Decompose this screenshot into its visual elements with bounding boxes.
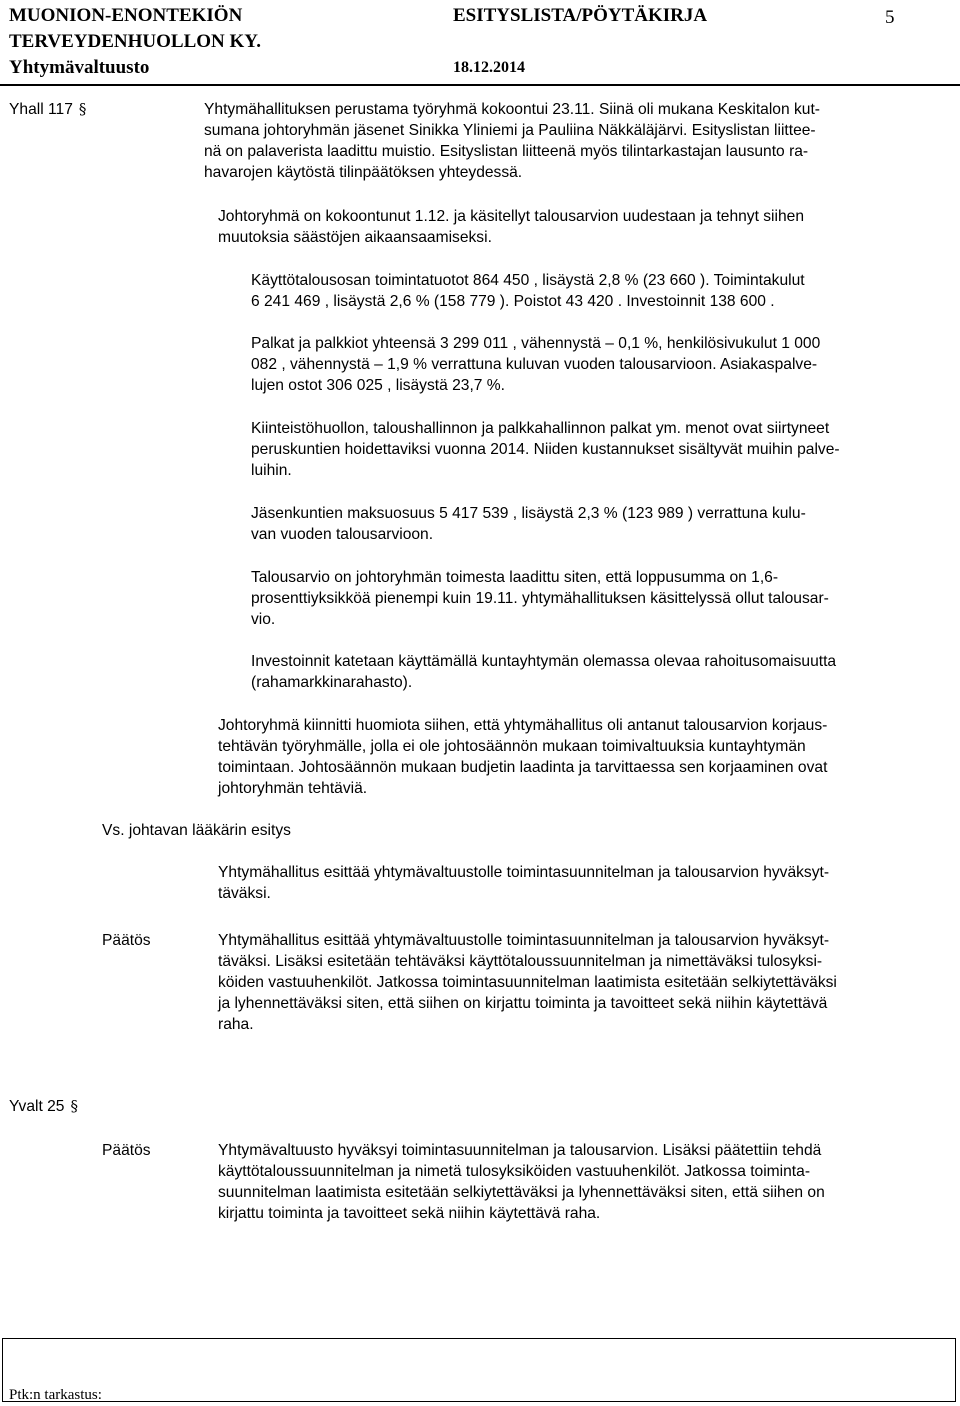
- text-line: täväksi.: [218, 885, 271, 902]
- minutes-check-box: [2, 1338, 956, 1402]
- text-line: lujen ostot 306 025 , lisäystä 23,7 %.: [251, 377, 505, 394]
- text-line: Yhtymähallitus esittää yhtymävaltuustolle toimintasuunnitelman ja talousarvion hyväksyt-: [218, 864, 830, 881]
- text-line: Yhtymähallituksen perustama työryhmä kokoontui 23.11. Siinä oli mukana Keskitalon kut-: [204, 101, 820, 118]
- text-line: Johtoryhmä kiinnitti huomiota siihen, että yhtymähallitus oli antanut talousarvion korjaus-: [218, 717, 828, 734]
- decision-label: Päätös: [102, 932, 151, 949]
- text-line: Käyttötalousosan toimintatuotot 864 450 , lisäystä 2,8 % (23 660 ). Toimintakulut: [251, 272, 805, 289]
- paragraph-management-group: [218, 206, 804, 248]
- text-line: käyttötaloussuunnitelman ja nimetä tulosyksiköiden vastuuhenkilöt. Jatkossa toiminta-: [218, 1163, 811, 1180]
- text-line: peruskuntien hoidettaviksi vuonna 2014. Niiden kustannukset sisältyvät muihin palve-: [251, 441, 840, 458]
- paragraph-decision-council: [218, 1140, 825, 1224]
- paragraph-budget-total: [251, 567, 829, 630]
- section-label-yvalt: [9, 1096, 78, 1117]
- text-line: köiden vastuuhenkilöt. Jatkossa toimintasuunnitelman laatimista esitetään selkiytettäväksi: [218, 974, 837, 991]
- text-line: Yhtymähallitus esittää yhtymävaltuustolle toimintasuunnitelman ja talousarvion hyväksyt-: [218, 932, 830, 949]
- meeting-body: Yhtymävaltuusto: [9, 57, 150, 78]
- text-line: van vuoden talousarvioon.: [251, 526, 434, 543]
- proposal-label: Vs. johtavan lääkärin esitys: [102, 822, 291, 839]
- text-line: havarojen käytöstä tilinpäätöksen yhteydessä.: [204, 164, 523, 181]
- text-line: ja lyhennettäväksi siten, että siihen on kirjattu toiminta ja tavoitteet sekä niihin käytettävä: [218, 995, 828, 1012]
- text-line: Johtoryhmä on kokoontunut 1.12. ja käsitellyt talousarvion uudestaan ja tehnyt siihen: [218, 208, 804, 225]
- document-type: ESITYSLISTA/PÖYTÄKIRJA: [453, 5, 708, 26]
- text-line: tehtävän työryhmälle, jolla ei ole johtosäännön mukaan toimivaltuuksia kuntayhtymän: [218, 738, 806, 755]
- org-name-line1: MUONION-ENONTEKIÖN: [9, 5, 243, 26]
- text-line: Yhtymävaltuusto hyväksyi toimintasuunnitelman ja talousarvion. Lisäksi päätettiin tehdä: [218, 1142, 822, 1159]
- text-line: 082 , vähennystä – 1,9 % verrattuna kuluvan vuoden talousarvioon. Asiakaspalve-: [251, 356, 818, 373]
- page-number: 5: [885, 7, 895, 28]
- paragraph-decision-board: [218, 930, 837, 1035]
- paragraph-property-maintenance: [251, 418, 840, 481]
- text-line: Palkat ja palkkiot yhteensä 3 299 011 , vähennystä – 0,1 %, henkilösivukulut 1 000: [251, 335, 821, 352]
- text-line: (rahamarkkinarahasto).: [251, 674, 413, 691]
- section-number: Yhall 117: [9, 101, 73, 118]
- text-line: luihin.: [251, 462, 292, 479]
- text-line: nä on palaverista laadittu muistio. Esityslistan liitteenä myös tilintarkastajan lausunto ra-: [204, 143, 809, 160]
- text-line: raha.: [218, 1016, 254, 1033]
- org-name-line2: TERVEYDENHUOLLON KY.: [9, 31, 262, 52]
- paragraph-investments: [251, 651, 836, 693]
- text-line: sumana johtoryhmän jäsenet Sinikka Yliniemi ja Pauliina Näkkäläjärvi. Esityslistan liittee-: [204, 122, 816, 139]
- text-line: kirjattu toiminta ja tavoitteet sekä niihin käytettävä raha.: [218, 1205, 601, 1222]
- section-number: Yvalt 25: [9, 1098, 65, 1115]
- section-symbol: §: [70, 1097, 78, 1115]
- text-line: toimintaan. Johtosäännön mukaan budjetin laadinta ja tarvittaessa sen korjaaminen ovat: [218, 759, 828, 776]
- text-line: johtoryhmän tehtäviä.: [218, 780, 368, 797]
- paragraph-management-note: [218, 715, 827, 799]
- text-line: täväksi. Lisäksi esitetään tehtäväksi käyttötaloussuunnitelman ja nimettäväksi tulosyksi-: [218, 953, 823, 970]
- text-line: vio.: [251, 611, 276, 628]
- text-line: Jäsenkuntien maksuosuus 5 417 539 , lisäystä 2,3 % (123 989 ) verrattuna kulu-: [251, 505, 806, 522]
- text-line: Talousarvio on johtoryhmän toimesta laadittu siten, että loppusumma on 1,6-: [251, 569, 779, 586]
- paragraph-proposal: [218, 862, 829, 904]
- paragraph-operating-income: [251, 270, 805, 312]
- meeting-date: 18.12.2014: [453, 59, 525, 76]
- text-line: Investoinnit katetaan käyttämällä kuntayhtymän olemassa olevaa rahoitusomaisuutta: [251, 653, 837, 670]
- paragraph-member-contributions: [251, 503, 806, 545]
- text-line: 6 241 469 , lisäystä 2,6 % (158 779 ). Poistot 43 420 . Investoinnit 138 600 .: [251, 293, 775, 310]
- text-line: prosenttiyksikköä pienempi kuin 19.11. yhtymähallituksen käsittelyssä ollut talousar-: [251, 590, 829, 607]
- text-line: suunnitelman laatimista esitetään selkiytettäväksi ja lyhennettäväksi siten, että siihen on: [218, 1184, 825, 1201]
- text-line: Kiinteistöhuollon, taloushallinnon ja palkkahallinnon palkat ym. menot ovat siirtyneet: [251, 420, 830, 437]
- header-divider: [0, 84, 960, 86]
- section-symbol: §: [78, 100, 87, 118]
- paragraph-working-group: [204, 99, 820, 183]
- paragraph-salaries: [251, 333, 820, 396]
- decision-label: Päätös: [102, 1142, 151, 1159]
- text-line: muutoksia säästöjen aikaansaamiseksi.: [218, 229, 492, 246]
- minutes-check-label: Ptk:n tarkastus:: [9, 1387, 102, 1403]
- section-label-yhall: [9, 99, 86, 120]
